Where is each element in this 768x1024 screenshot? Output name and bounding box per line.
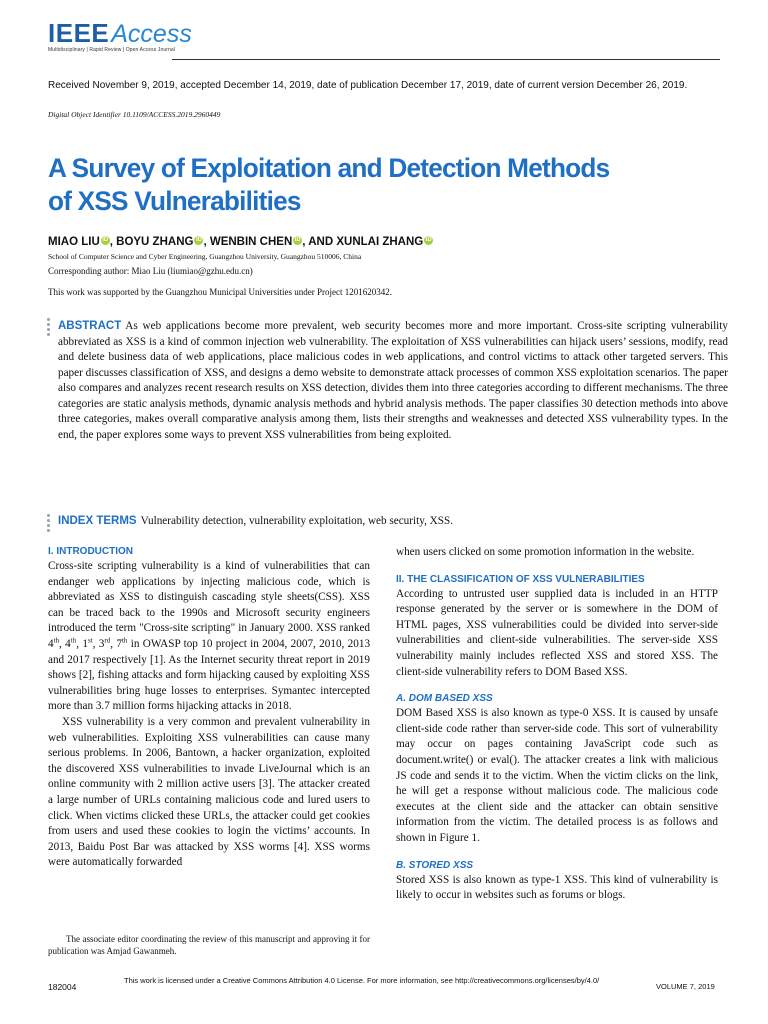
paper-title [48, 152, 708, 218]
logo-tagline: Multidisciplinary | Rapid Review | Open Access Journal [48, 47, 175, 53]
title-line-1: A Survey of Exploitation and Detection Methods [48, 153, 610, 183]
abstract-dots-icon [47, 318, 51, 338]
orcid-icon[interactable]: iD [425, 237, 432, 243]
abstract-text: As web applications become more prevalent, web security becomes more and more important. Cross-site scripting vulnerability abbreviated as XSS is a kind of common injection web vulnerability. The exploitation of XSS vulnerabilities can hijack users’ sessions, modify, read and delete business data of web applications, place malicious codes in web applications, and control victims to attack other targeted servers. This paper discusses classification of XSS, and designs a demo website to demonstrate attack processes of common XSS exploitation scenarios. The paper also compares and analyzes recent research results on XSS detection, divides them into three categories according to different mechanisms. The three categories are static analysis methods, dynamic analysis methods and hybrid analysis methods. The paper classifies 30 detection methods into above three categories, makes overall comparative analysis among them, lists their strengths and weaknesses and detected XSS vulnerability types. In the end, the paper explores some ways to prevent XSS vulnerabilities from being exploited. [58, 320, 728, 441]
classification-paragraph: According to untrusted user supplied data is included in an HTTP response generated by the server or is somewhere in the DOM of HTML pages, XSS vulnerabilities could be divided into server-side vulnerabilities and client-side vulnerabilities. The server-side XSS vulnerability mainly includes reflected XSS and stored XSS. The client-side vulnerability refers to DOM Based XSS. [396, 587, 718, 678]
doi: Digital Object Identifier 10.1109/ACCESS.2019.2960449 [48, 110, 221, 119]
right-column [396, 545, 718, 904]
page-number: 182004 [48, 982, 77, 992]
index-terms [58, 515, 728, 527]
volume-info: VOLUME 7, 2019 [656, 982, 715, 991]
index-terms-label: INDEX TERMS [58, 515, 137, 527]
subsection-heading-dom-based-xss: A. DOM BASED XSS [396, 693, 493, 705]
funding-note: This work was supported by the Guangzhou Municipal Universities under Project 1201620342. [48, 287, 392, 297]
subsection-heading-stored-xss: B. STORED XSS [396, 859, 474, 871]
title-line-2: of XSS Vulnerabilities [48, 186, 301, 216]
dom-based-xss-paragraph: DOM Based XSS is also known as type-0 XSS. It is caused by unsafe client-side code rather than server-side code. This sort of vulnerability may occur on pages containing JavaScript code such as document.write() or eval(). The attacker creates a link with malicious JS code and sends it to the victim. When the victim clicks on the link, he will get a response without malicious code. The malicious code executes at the client side and the attacker can obtain sensitive information from the victim. The detailed process is as follows and shown in Figure 1. [396, 707, 718, 844]
index-terms-dots-icon [47, 514, 51, 534]
intro-paragraph-2: XSS vulnerability is a very common and prevalent vulnerability in web vulnerabilities. Exploiting XSS vulnerabilities can cause many serious problems. In 2006, Bantown, a hacker organization, exploited the discovered XSS vulnerabilities to invade LiveJournal which is an online community with 2 million active users [3]. The attacker created a large number of URLs containing malicious code and lured users to click. When victims clicked these URLs, the attacker could get cookies from users and used these cookies to login the victims’ accounts. In 2013, Baidu Post Bar was attacked by XSS worms [4]. XSS worms were automatically forwarded [48, 715, 370, 869]
intro-paragraph-1: Cross-site scripting vulnerability is a kind of vulnerabilities that can endanger web applications by injecting malicious code, which is abbreviated as XSS to distinguish cascading style sheets(CSS). XSS can be traced back to the 1990s and Microsoft security engineers introduced the term "Cross-site scripting" in January 2000. XSS ranked 4th, 4th, 1st, 3rd, 7th in OWASP top 10 project in 2004, 2007, 2010, 2013 and 2017 respectively [1]. As the Internet security threat report in 2019 shows [2], fishing attacks and form hijacking caused by exploiting XSS vulnerabilities bring huge losses to enterprises. Symantec intercepted more than 3.7 million forms hijacking attacks in 2018. [48, 560, 371, 713]
section-heading-classification: II. THE CLASSIFICATION OF XSS VULNERABILITIES [396, 573, 645, 585]
index-terms-text: Vulnerability detection, vulnerability exploitation, web security, XSS. [140, 515, 454, 527]
abstract-label: ABSTRACT [58, 320, 122, 332]
authors [48, 236, 433, 248]
section-heading-introduction: I. INTRODUCTION [48, 546, 133, 557]
received-dates: Received November 9, 2019, accepted December 14, 2019, date of publication December 17, 2019, date of current version December 26, 2019. [48, 80, 688, 91]
header-rule [172, 59, 720, 60]
abstract [58, 319, 728, 443]
license-note: This work is licensed under a Creative Commons Attribution 4.0 License. For more information, see http://creativecommons.org/licenses/by/4.0/ [124, 976, 600, 985]
orcid-icon[interactable]: iD [294, 237, 301, 243]
logo-access: Access [111, 20, 192, 48]
logo-ieee: IEEE [48, 18, 110, 48]
journal-logo [48, 20, 192, 47]
author-3: , WENBIN CHEN [203, 236, 293, 248]
stored-xss-paragraph: Stored XSS is also known as type-1 XSS. This kind of vulnerability is likely to occur in websites such as forums or blogs. [396, 873, 718, 902]
corresponding-author: Corresponding author: Miao Liu (liumiao@gzhu.edu.cn) [48, 266, 253, 276]
author-2: , BOYU ZHANG [109, 236, 194, 248]
author-4: , AND XUNLAI ZHANG [302, 236, 424, 248]
affiliation: School of Computer Science and Cyber Engineering, Guangzhou University, Guangzhou 510006, China [48, 252, 362, 261]
orcid-icon[interactable]: iD [102, 237, 109, 243]
editor-footnote: The associate editor coordinating the review of this manuscript and approving it for publication was Amjad Gawanmeh. [48, 934, 370, 956]
intro-paragraph-2-continued: when users clicked on some promotion information in the website. [396, 546, 695, 558]
author-1: MIAO LIU [48, 236, 100, 248]
orcid-icon[interactable]: iD [195, 237, 202, 243]
left-column [48, 545, 370, 871]
